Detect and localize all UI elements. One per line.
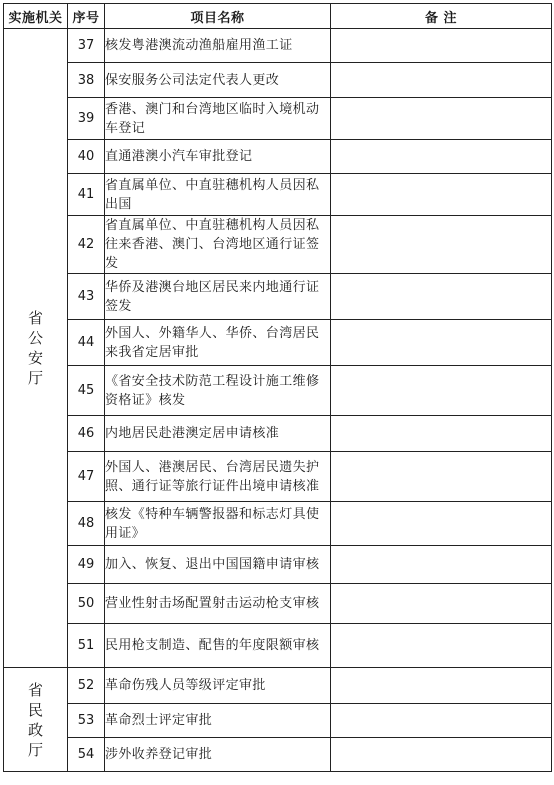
remark-cell bbox=[331, 98, 552, 140]
item-name: 革命烈士评定审批 bbox=[105, 704, 331, 738]
seq-number: 45 bbox=[68, 366, 105, 416]
item-name: 核发粤港澳流动渔船雇用渔工证 bbox=[105, 29, 331, 63]
item-name: 加入、恢复、退出中国国籍申请审核 bbox=[105, 546, 331, 584]
item-name: 民用枪支制造、配售的年度限额审核 bbox=[105, 624, 331, 668]
table-row bbox=[4, 320, 552, 366]
agency-name: 省民政厅 bbox=[27, 680, 43, 759]
item-name: 内地居民赴港澳定居申请核准 bbox=[105, 416, 331, 452]
seq-number: 42 bbox=[68, 216, 105, 274]
table-body bbox=[4, 29, 552, 772]
table-row bbox=[4, 546, 552, 584]
seq-number: 54 bbox=[68, 738, 105, 772]
seq-number: 41 bbox=[68, 174, 105, 216]
header-agency: 实施机关 bbox=[4, 4, 68, 29]
item-name: 省直属单位、中直驻穗机构人员因私往来香港、澳门、台湾地区通行证签发 bbox=[105, 216, 331, 274]
remark-cell bbox=[331, 668, 552, 704]
remark-cell bbox=[331, 416, 552, 452]
table-row bbox=[4, 452, 552, 502]
item-name: 核发《特种车辆警报器和标志灯具使用证》 bbox=[105, 502, 331, 546]
item-name: 直通港澳小汽车审批登记 bbox=[105, 140, 331, 174]
seq-number: 38 bbox=[68, 63, 105, 98]
header-seq: 序号 bbox=[68, 4, 105, 29]
seq-number: 39 bbox=[68, 98, 105, 140]
table-row bbox=[4, 704, 552, 738]
remark-cell bbox=[331, 320, 552, 366]
seq-number: 52 bbox=[68, 668, 105, 704]
table-row bbox=[4, 98, 552, 140]
remark-cell bbox=[331, 738, 552, 772]
seq-number: 46 bbox=[68, 416, 105, 452]
table-row bbox=[4, 668, 552, 704]
item-name: 《省安全技术防范工程设计施工维修资格证》核发 bbox=[105, 366, 331, 416]
item-name: 省直属单位、中直驻穗机构人员因私出国 bbox=[105, 174, 331, 216]
seq-number: 50 bbox=[68, 584, 105, 624]
items-table bbox=[3, 3, 552, 772]
table-row bbox=[4, 416, 552, 452]
seq-number: 49 bbox=[68, 546, 105, 584]
remark-cell bbox=[331, 29, 552, 63]
table-row bbox=[4, 216, 552, 274]
table-row bbox=[4, 502, 552, 546]
remark-cell bbox=[331, 704, 552, 738]
seq-number: 37 bbox=[68, 29, 105, 63]
item-name: 营业性射击场配置射击运动枪支审核 bbox=[105, 584, 331, 624]
item-name: 外国人、港澳居民、台湾居民遗失护照、通行证等旅行证件出境申请核准 bbox=[105, 452, 331, 502]
seq-number: 43 bbox=[68, 274, 105, 320]
remark-cell bbox=[331, 624, 552, 668]
item-name: 保安服务公司法定代表人更改 bbox=[105, 63, 331, 98]
table-row bbox=[4, 63, 552, 98]
remark-cell bbox=[331, 366, 552, 416]
seq-number: 44 bbox=[68, 320, 105, 366]
remark-cell bbox=[331, 174, 552, 216]
table-row bbox=[4, 140, 552, 174]
remark-cell bbox=[331, 546, 552, 584]
table-row bbox=[4, 738, 552, 772]
header-row bbox=[4, 4, 552, 29]
table-row bbox=[4, 274, 552, 320]
remark-cell bbox=[331, 140, 552, 174]
table-row bbox=[4, 366, 552, 416]
remark-cell bbox=[331, 452, 552, 502]
seq-number: 40 bbox=[68, 140, 105, 174]
remark-cell bbox=[331, 584, 552, 624]
item-name: 革命伤残人员等级评定审批 bbox=[105, 668, 331, 704]
table-row bbox=[4, 584, 552, 624]
seq-number: 48 bbox=[68, 502, 105, 546]
remark-cell bbox=[331, 502, 552, 546]
agency-name: 省公安厅 bbox=[27, 309, 43, 387]
item-name: 香港、澳门和台湾地区临时入境机动车登记 bbox=[105, 98, 331, 140]
agency-cell bbox=[4, 668, 68, 772]
remark-cell bbox=[331, 216, 552, 274]
table-row bbox=[4, 174, 552, 216]
agency-cell bbox=[4, 29, 68, 668]
remark-cell bbox=[331, 63, 552, 98]
item-name: 华侨及港澳台地区居民来内地通行证签发 bbox=[105, 274, 331, 320]
seq-number: 53 bbox=[68, 704, 105, 738]
remark-cell bbox=[331, 274, 552, 320]
table-row bbox=[4, 29, 552, 63]
item-name: 外国人、外籍华人、华侨、台湾居民来我省定居审批 bbox=[105, 320, 331, 366]
seq-number: 51 bbox=[68, 624, 105, 668]
table-row bbox=[4, 624, 552, 668]
header-item: 项目名称 bbox=[105, 4, 331, 29]
item-name: 涉外收养登记审批 bbox=[105, 738, 331, 772]
seq-number: 47 bbox=[68, 452, 105, 502]
header-remark: 备 注 bbox=[331, 4, 552, 29]
